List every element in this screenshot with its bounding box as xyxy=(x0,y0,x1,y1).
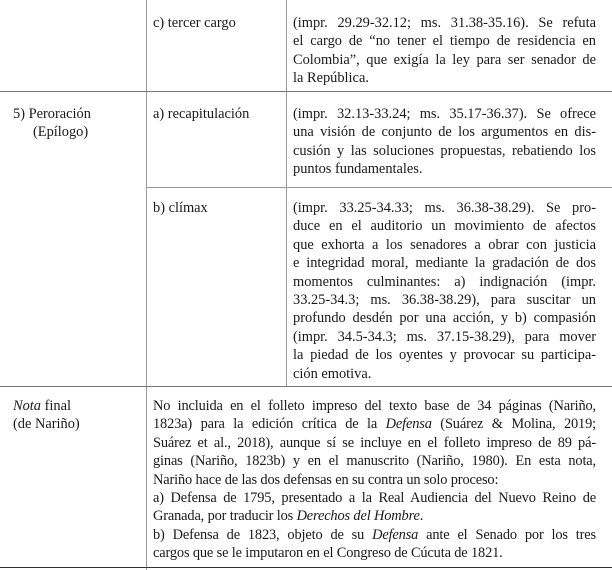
nota-title-italic: Nota xyxy=(13,398,41,414)
text-run: 1823a) para la edición crítica de la xyxy=(153,416,386,433)
text-run: (Suárez & Molina, 2019; xyxy=(431,416,596,433)
nota-subtitle: (de Nariño) xyxy=(13,416,80,433)
subsection-label: a) recapitulación xyxy=(153,106,250,122)
nota-title-rest: final xyxy=(41,398,71,414)
text-line: (impr. 29.29-32.12; ms. 31.38-35.16). Se refuta xyxy=(293,15,596,31)
text-line: el cargo de “no tener el tiempo de residencia en xyxy=(293,33,596,50)
column-divider-right xyxy=(286,0,287,386)
italic-title: Derechos del Hombre xyxy=(296,508,420,525)
italic-title: Defensa xyxy=(385,416,432,433)
text-line: duce en el auditorio un movimiento de afectos xyxy=(293,218,596,235)
text-line: (impr. 33.25-34.33; ms. 36.38-38.29). Se pro- xyxy=(293,200,596,216)
text-run: ante el Senado por los tres xyxy=(418,526,596,543)
row-divider xyxy=(0,91,612,92)
text-line: cusión y las soluciones propuestas, rebatiendo los xyxy=(293,142,596,159)
nota-description xyxy=(153,397,596,563)
text-line: puntos fundamentales. xyxy=(293,161,423,178)
text-line: ción emotiva. xyxy=(293,365,372,382)
text-line: Nariño hace de las dos defensas en su contra un solo proceso: xyxy=(153,471,499,488)
text-line: e integridad moral, mediante la gradación de dos xyxy=(293,255,596,272)
climax-description xyxy=(293,199,596,383)
text-line: profundo desdén por una acción, y b) compasión xyxy=(293,310,596,327)
text-line xyxy=(153,526,596,544)
text-line: No incluida en el folleto impreso del texto base de 34 páginas (Nariño, xyxy=(153,398,596,414)
text-line: ginas (Nariño, 1823b) y en el manuscrito (Nariño, 1980). En esta nota, xyxy=(153,453,596,470)
text-line xyxy=(153,415,596,433)
text-run: b) Defensa de 1823, objeto de su xyxy=(153,526,373,543)
text-line: que exhorta a los senadores a obrar con justicia xyxy=(293,236,596,253)
section-label xyxy=(13,105,91,142)
text-line xyxy=(153,507,596,525)
row-divider xyxy=(0,386,612,387)
text-line: la República. xyxy=(293,70,369,87)
section-title: 5) Peroración xyxy=(13,106,91,122)
nota-title xyxy=(13,397,80,415)
nota-label xyxy=(13,397,80,434)
text-line: (impr. 34.5-34.3; ms. 37.15-38.29), para mover xyxy=(293,328,596,345)
text-run: . xyxy=(419,508,424,525)
text-line: una visión de conjunto de los argumentos en dis- xyxy=(293,124,596,141)
text-line: a) Defensa de 1795, presentado a la Real Audiencia del Nuevo Reino de xyxy=(153,490,596,507)
section-subtitle: (Epílogo) xyxy=(33,124,89,141)
column-divider-left xyxy=(146,0,147,570)
text-line: Suárez et al., 2018), aunque sí se incluye en el folleto impreso de 89 pá- xyxy=(153,434,596,451)
text-line: cargos que se le imputaron en el Congreso de Cúcuta de 1821. xyxy=(153,545,503,562)
subsection-label: c) tercer cargo xyxy=(153,15,236,31)
subsection-label: b) clímax xyxy=(153,200,208,216)
table-bottom-rule xyxy=(0,567,612,568)
recapitulacion-description xyxy=(293,105,596,179)
row-divider xyxy=(146,187,612,188)
text-line: 33.25-34.3; ms. 36.38-38.29), para suscitar un xyxy=(293,292,596,309)
text-line: Colombia”, que exigía la ley para ser senador de xyxy=(293,51,596,68)
text-line: momentos culminantes: a) indignación (impr. xyxy=(293,273,596,290)
text-run: Granada, por traducir los xyxy=(153,508,297,525)
tercer-cargo-description xyxy=(293,14,596,88)
text-line: la piedad de los oyentes y provocar su participa- xyxy=(293,347,596,364)
italic-title: Defensa xyxy=(372,526,419,543)
text-line: (impr. 32.13-33.24; ms. 35.17-36.37). Se ofrece xyxy=(293,106,596,122)
